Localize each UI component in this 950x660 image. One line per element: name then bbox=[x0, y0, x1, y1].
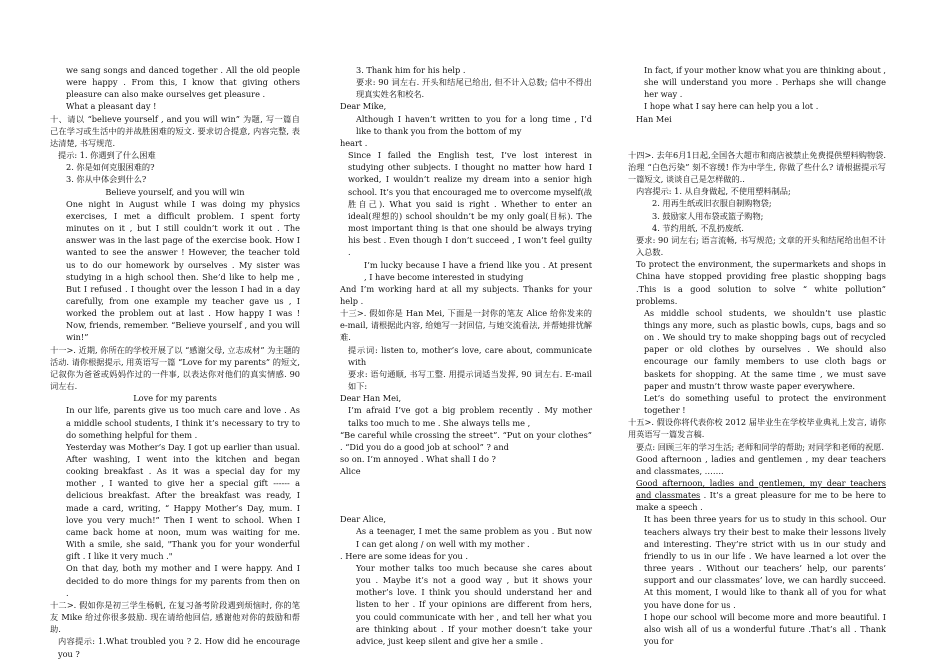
paragraph: Good afternoon, ladies and gentlemen, my dear teachers and classmates . It’s a great pleasure for me to be here to make a speech . bbox=[636, 478, 886, 513]
paragraph: 2. 你是如何克服困难的? bbox=[66, 162, 155, 173]
paragraph: I’m afraid I’ve got a big problem recently . My mother talks too much to me . She always tells me , bbox=[348, 405, 592, 428]
paragraph: 内容提示: 1.What troubled you ? 2. How did he encourage you ? bbox=[58, 636, 300, 659]
paragraph: In fact, if your mother know what you are thinking about , she will understand you more . Perhaps she will change her way . bbox=[644, 65, 886, 100]
paragraph: Han Mei bbox=[636, 113, 672, 124]
column-1 bbox=[50, 64, 300, 660]
paragraph: heart . bbox=[340, 137, 368, 148]
paragraph: Dear Han Mei, bbox=[340, 393, 402, 404]
paragraph: On that day, both my mother and I were happy. And I decided to do more things for my parents from then on . bbox=[66, 563, 300, 598]
paragraph: 2. 用再生纸或旧衣服自制购物袋; bbox=[652, 198, 772, 209]
paragraph: Although I haven’t written to you for a long time , I’d like to thank you from the bottom of my bbox=[356, 113, 592, 136]
paragraph: Dear Alice, bbox=[340, 514, 386, 525]
paragraph: 十二>. 假如你是初三学生杨帆, 在复习备考阶段遇到烦恼时, 你的笔友 Mike 给过你很多鼓励. 现在请给他回信, 感谢他对你的鼓励和帮助. bbox=[50, 599, 300, 635]
paragraph bbox=[628, 125, 886, 149]
paragraph bbox=[340, 477, 592, 513]
paragraph: Love for my parents bbox=[133, 393, 217, 404]
paragraph: Dear Mike, bbox=[340, 101, 387, 112]
paragraph: Alice bbox=[340, 466, 361, 477]
paragraph: 要点: 回顾三年的学习生活; 老师和同学的帮助; 对同学和老师的祝愿. bbox=[636, 441, 884, 452]
paragraph: As middle school students, we shouldn’t use plastic things any more, such as plastic bowls, cups, bags and so on . We should try to make shopping bags out of recycled paper or old clothes by ourselves . We should also encourage our family members to use cloth bags or baskets for shopping. At the same time , we must save paper and mustn’t throw waste paper everywhere. bbox=[644, 307, 886, 391]
paragraph: Since I failed the English test, I’ve lost interest in studying other subjects. I thought no matter how hard I worked, I wouldn’t realize my dream into a senior high school. It’s you that encouraged me to overcome myself(战胜自己). What you said is right . Whether to enter an ideal(理想的) school shouldn’t be my only goal(目标). The most important thing is that one should be always trying his best . Even though I don’t succeed , I won’t feel guilty . bbox=[348, 150, 592, 258]
paragraph: Good afternoon , ladies and gentlemen , my dear teachers and classmates, ……. bbox=[636, 453, 886, 476]
paragraph: As a teenager, I met the same problem as you . But now I can get along / on well with my mother . bbox=[356, 526, 592, 549]
paragraph: 十五>. 假设你将代表你校 2012 届毕业生在学校毕业典礼上发言, 请你用英语写一篇发言稿. bbox=[628, 417, 886, 440]
paragraph: I’m lucky because I have a friend like you . At present , I have become interested in studying bbox=[364, 259, 592, 282]
paragraph: 3. Thank him for his help . bbox=[356, 65, 466, 75]
paragraph: 要求: 90 词左右; 语言流畅, 书写规范; 文章的开头和结尾给出但不计入总数. bbox=[636, 234, 886, 258]
paragraph: . Here are some ideas for you . bbox=[340, 550, 469, 561]
paragraph: 3. 鼓励家人用布袋或篮子购物; bbox=[652, 210, 764, 221]
paragraph: 3. 你从中体会到什么? bbox=[66, 174, 147, 185]
paragraph: 十四>. 去年6月1日起,全国各大超市和商店被禁止免费提供塑料购物袋. 治理 “白色污染” 刻不容缓! 作为中学生, 你做了些什么? 请根据提示写一篇短文, 谈谈自己是怎样做的.. bbox=[628, 149, 886, 185]
paragraph: Let’s do something useful to protect the environment together ! bbox=[644, 392, 886, 416]
paragraph: What a pleasant day ! bbox=[66, 101, 157, 112]
paragraph: I hope our school will become more and more beautiful. I also wish all of us a wonderful future .That’s all . Thank you for bbox=[644, 611, 886, 647]
paragraph: “Be careful while crossing the street”. “Put on your clothes” . “Did you do a good job at school” ? and bbox=[340, 429, 592, 452]
paragraph: Yesterday was Mother’s Day. I got up earlier than usual. After washing, I went into the kitchen and began cooking breakfast . As it was a special day for my mother , I wanted to give her a special gift ------ a delicious breakfast. After the breakfast was ready, I made a card, writing, “ Happy Mother’s Day, mum. I love you very much!” Then I went to school. When I came back home at noon, mum was waiting for me. With a smile, she said, "Thank you for your wonderful gift . I like it very much ." bbox=[66, 441, 300, 562]
paragraph: 十三>. 假如你是 Han Mei, 下面是一封你的笔友 Alice 给你发来的 e-mail, 请根据此内容, 给她写一封回信, 与她交流看法, 并帮她排忧解难. bbox=[340, 308, 592, 343]
paragraph: 十、请以 “believe yourself , and you will win” 为题, 写一篇自己在学习或生活中的并战胜困难的短文. 要求切合提意, 内容完整, 表达清楚, 书写规范. bbox=[50, 113, 300, 148]
paragraph: To protect the environment, the supermarkets and shops in China have stopped providing free plastic shopping bags .This is a good solution to solve “ white pollution” problems. bbox=[636, 259, 886, 306]
paragraph: 要求: 语句通顺, 书写工整. 用提示词适当发挥, 90 词左右. E-mail 如下: bbox=[348, 368, 592, 392]
paragraph: so on. I’m annoyed . What shall I do ? bbox=[340, 454, 496, 464]
paragraph: It has been three years for us to study in this school. Our teachers always try their best to make their lessons lively and interesting. They’re strict with us in our study and friendly to us in our life . We have learned a lot over the three years . Without our teachers’ help, our parents’ support and our classmates’ love, we can hardly succeed. At this moment, I would like to thank all of you for what you have done for us . bbox=[644, 514, 886, 610]
paragraph: 要求: 90 词左右. 开头和结尾已给出, 但不计入总数; 信中不得出现真实姓名和校名. bbox=[356, 77, 592, 100]
paragraph: 4. 节约用纸, 不乱扔废纸. bbox=[652, 222, 744, 233]
paragraph: we sang songs and danced together . All the old people were happy . From this, I know that giving others pleasure can also make ourselves get pleasure . bbox=[66, 65, 300, 100]
paragraph: 提示词: listen to, mother’s love, care about, communicate with bbox=[348, 344, 592, 367]
paragraph: One night in August while I was doing my physics exercises, I met a difficult problem. I spent forty minutes on it , but I still couldn’t work it out . The answer was in the last page of the exercise book. How I wanted to see the answer ! However, the teacher told us to do our homework by ourselves . My sister was studying in a high school then. She’d like to help me , But I refused . I thought over the lesson I had in a day carefully, from one example my teacher gave us , I worked the problem out at last . How happy I was ! Now, friends, remember. “Believe yourself , and you will win!” bbox=[66, 198, 300, 343]
paragraph: And I’m working hard at all my subjects. Thanks for your help . bbox=[340, 283, 592, 306]
paragraph: Believe yourself, and you will win bbox=[105, 186, 245, 197]
paragraph: In our life, parents give us too much care and love . As a middle school students, I think it’s necessary to try to do something helpful for them . bbox=[66, 405, 300, 440]
column-3 bbox=[628, 64, 886, 647]
paragraph: Your mother talks too much because she cares about you . Maybe it’s not a good way , but it shows your mother’s love. I think you should understand her and listen to her . If your opinions are different from hers, you could communicate with her , and tell her what you are thinking about . If your mother doesn’t take your advice, just keep silent and give her a smile . bbox=[356, 562, 592, 646]
column-2 bbox=[340, 64, 592, 647]
paragraph: 提示: 1. 你遇到了什么困难 bbox=[58, 150, 156, 161]
underlined-text: Good afternoon, ladies and gentlemen, my dear teachers and classmates bbox=[636, 478, 886, 501]
paragraph: I hope what I say here can help you a lot . bbox=[644, 101, 819, 112]
paragraph: 内容提示: 1. 从自身做起, 不使用塑料制品; bbox=[636, 186, 791, 197]
paragraph: 十一>. 近期, 你所在的学校开展了以 “感谢父母, 立志成材” 为主题的活动. 请你根据提示, 用英语写一篇 “Love for my parents” 的短文, 记叙你为爸爸或妈妈作过的一件事, 以表达你对他们的真实情感. 90 词左右. bbox=[50, 344, 300, 392]
